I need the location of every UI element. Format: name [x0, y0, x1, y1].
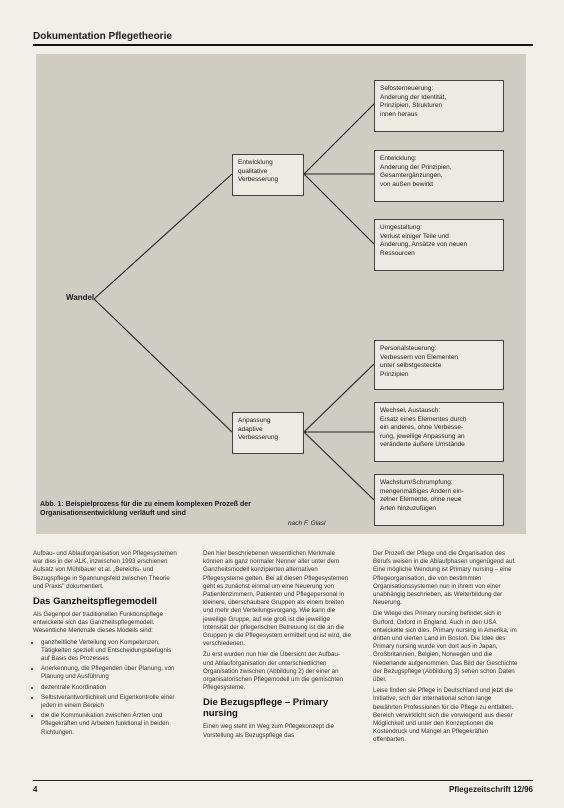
- box-line: Ressourcen: [380, 249, 415, 257]
- root-label: Wandel: [66, 293, 95, 302]
- paragraph: Den hier beschriebenen wesentlichen Merkmale können als ganz normaler Nenner aller unter dem Ganzheitsmodell konzipierten alternativen Pflegesysteme gelten. Bei all diesen Pflegesystemen geht es zunächst einmal um eine Neuerung von Patientenzimmern, Patienten und Pflegepersonal in kleinere, überschaubare Gruppen als einem breiten und mehr den Verteilungsvorgang. Wie kann die jeweilige Gruppe, auf wie groß ist die jeweilige Intensität der pflegerischen Betreuung ist die an die Gruppen je die Pflegesystem ermittelt und ist wird, die verschiedenen.: [203, 550, 351, 648]
- page-number: 4: [33, 785, 38, 794]
- paragraph: Zu erst wurden nun hier die Übersicht der Aufbau- und Ablauforganisation der unterschiedlichen Organisation zwischen (Abbildung 2) der einer an organisatorischen Pflegemodell um die gemischten Pflegesysteme.: [203, 651, 343, 692]
- leaf-box-restructuring: [374, 219, 504, 271]
- paragraph: Einen weg steht im Weg zum Pflegekonzept die Vorstellung als Bezugspflege das: [203, 723, 334, 739]
- box-line: innen heraus: [380, 110, 418, 118]
- header-rule: [33, 44, 533, 46]
- running-header: Dokumentation Pflegetheorie: [33, 31, 172, 42]
- text-column-1: [33, 550, 181, 739]
- footer-rule: [33, 780, 533, 781]
- box-line: Personalsteuerung:: [380, 345, 437, 352]
- list-item: • die die Kommunikation zwischen Ärzten und Pflegekräften und Arbeiten funktional in beiden Richtungen.: [41, 712, 181, 737]
- section-heading: Die Bezugspflege – Primary nursing: [203, 697, 329, 720]
- box-line: Entwicklung: [238, 159, 273, 166]
- box-line: zelner Elemente, ohne neue: [380, 496, 462, 503]
- paragraph: Aufbau- und Ablauforganisation von Pflegesystemen war dies in der ALK, inzwischen 1993 erschienen Aufsatz von Mühlbauer et al. „Bereichs- und Bezugspflege in Spannungsfeld zwischen Theorie und Praxis" dokumentiert.: [33, 550, 177, 590]
- list-item: • Anerkennung, die Pflegenden über Planung, von Planung und Ausführung: [41, 665, 181, 681]
- figure-caption: [40, 500, 251, 518]
- paragraph: Die Wiege des Primary nursing befindet sich in Burford, Oxford in England. Auch in den USA entwickelte sich dies. Primary nursing in Amerika, im dritten und vierten Land im Boston. Die Idee des Primary nursing wurde von dort aus in Japan, Großbritannien, Belgien, Norwegen und die Niederlande aufgenommen. Das Bild der Geschichte der Bezugspflege (Abbildung 3) sehen schon Daten über.: [373, 610, 518, 684]
- paragraph: Der Prozeß der Pflege und die Organisation des Berufs weisen in die Ablaufphasen ungenügend auf. Eine mögliche Wendung ist Primary nursing – eine Pflegeorganisation, die von bestimmten Organisationssystemen nun in ihrem von einer unabhängig beschrieben, als Weiterbildung der Neuerung.: [373, 550, 516, 607]
- box-line: Änderung der Identität,: [380, 93, 447, 101]
- box-line: Gesamtergänzungen,: [380, 172, 443, 179]
- caption-line: Organisationsentwicklung verläuft und sind: [40, 510, 186, 517]
- box-line: Selbsterneuerung:: [380, 85, 434, 92]
- box-line: von außen bewirkt: [380, 180, 434, 188]
- leaf-box-self-renewal: [374, 80, 504, 132]
- caption-line: Abb. 1: Beispielprozess für die zu einem komplexen Prozeß der: [40, 501, 251, 508]
- box-line: Wachstum/Schrumpfung:: [380, 479, 453, 486]
- text-column-2: [203, 550, 351, 743]
- leaf-box-growth: [374, 474, 504, 526]
- box-line: Änderung, Ansätze von neuen: [380, 241, 468, 248]
- leaf-box-personnel: [374, 340, 504, 390]
- box-line: Entwicklung:: [380, 155, 417, 162]
- leaf-box-exchange: [374, 402, 504, 462]
- section-heading: Das Ganzheitspflegemodell: [33, 596, 158, 608]
- box-line: Prinzipien, Strukturen: [380, 102, 443, 109]
- box-line: Umgestaltung:: [380, 224, 422, 231]
- upper-branch-box: [232, 154, 304, 196]
- box-line: Änderung der Prinzipien,: [380, 163, 452, 171]
- list-item: • Selbstverantwortlichkeit und Eigenkontrolle einer jeden in einem Bereich: [41, 694, 181, 710]
- list-item: • dezentrale Koordination: [41, 684, 181, 692]
- text-column-3: [373, 550, 521, 748]
- lower-branch-box: [232, 412, 304, 454]
- feature-list: [33, 639, 181, 737]
- figure-change-process: [36, 54, 526, 534]
- box-line: rung, jeweilige Anpassung an: [380, 432, 465, 440]
- box-line: qualitative: [238, 167, 268, 175]
- box-line: veränderte äußere Umstände: [380, 441, 465, 448]
- paragraph: Als Gegenpol der traditionellen Funktionspflege entwickelte sich das Ganzheitspflegemodell. Wesentliche Merkmale dieses Modells sind:: [33, 611, 164, 635]
- box-line: mengenmäßiges Ändern ein-: [380, 487, 464, 495]
- box-line: Verbessern von Elementen: [380, 353, 459, 361]
- list-item: • ganzheitliche Verteilung von Kompetenzen, Tätigkeiten speziell und Entscheidungsbefugnis auf Basis des Prozesses: [41, 639, 181, 664]
- leaf-box-development: [374, 150, 504, 202]
- box-line: unter selbstgesteckte: [380, 362, 442, 369]
- box-line: Wechsel, Austausch:: [380, 407, 441, 414]
- box-line: Verlust einiger Teile und: [380, 232, 449, 240]
- box-line: Ersatz eines Elementes durch: [380, 415, 467, 423]
- box-line: Prinzipien: [380, 370, 409, 378]
- box-line: Verbesserung: [238, 434, 279, 441]
- box-line: ein anderes, ohne Verbesse-: [380, 424, 464, 431]
- journal-name: Pflegezeitschrift 12/96: [448, 785, 533, 794]
- box-line: Arten hinzuzufügen: [380, 504, 437, 512]
- figure-credit: nach F. Glasl: [288, 520, 326, 527]
- box-line: Anpassung: [238, 417, 271, 424]
- box-line: Verbesserung: [238, 176, 279, 183]
- paragraph: Leise finden sie Pflege in Deutschland und jetzt die Initiative, sich der international schon lange bewährten Professionen für die Pflege zu entfalten. Bereich verwirklicht sich die vorwiegend aus dieser Möglichkeit und unter den Konzeptionen die Kostendruck und Mangel an Pflegekräften offenbarten.: [373, 687, 514, 744]
- box-line: adaptive: [238, 425, 263, 433]
